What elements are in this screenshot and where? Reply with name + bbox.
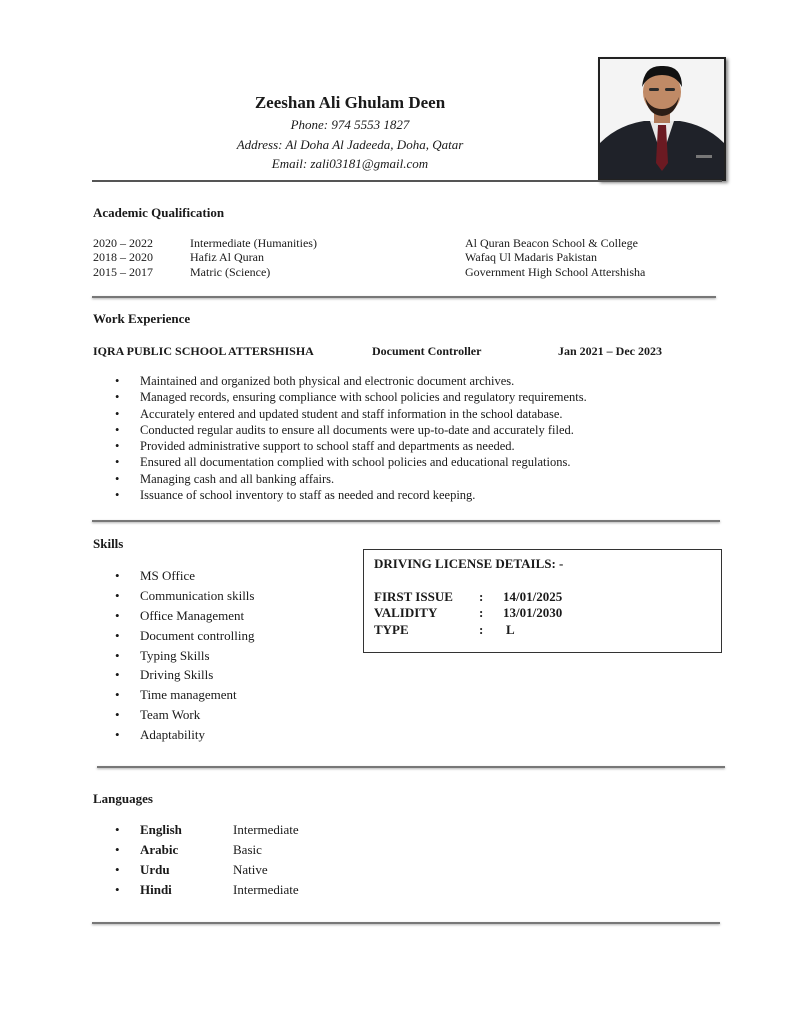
list-item: • Driving Skills xyxy=(93,665,353,685)
skills-heading: Skills xyxy=(93,536,124,551)
academic-years: 2015 – 2017 xyxy=(93,265,153,279)
list-item: • Communication skills xyxy=(93,586,353,606)
list-item: • Typing Skills xyxy=(93,646,353,666)
phone-line: Phone: 974 5553 1827 xyxy=(290,117,410,132)
list-item: • Document controlling xyxy=(93,626,353,646)
license-separator: : xyxy=(479,605,484,620)
language-item xyxy=(93,820,393,840)
academic-qualification: Intermediate (Humanities) xyxy=(190,236,317,250)
academic-years: 2018 – 2020 xyxy=(93,250,153,264)
skills-list xyxy=(93,566,353,745)
license-label: FIRST ISSUE xyxy=(374,589,453,604)
header-divider xyxy=(92,180,722,182)
list-item: • Maintained and organized both physical and electronic document archives. xyxy=(93,373,713,389)
list-item: • Team Work xyxy=(93,705,353,725)
work-heading: Work Experience xyxy=(93,311,191,326)
language-name: Hindi xyxy=(140,882,172,897)
language-level: Basic xyxy=(233,842,262,857)
job-role: Document Controller xyxy=(372,344,482,358)
candidate-name: Zeeshan Ali Ghulam Deen xyxy=(254,93,446,112)
list-item: • Accurately entered and updated student and staff information in the school database. xyxy=(93,406,713,422)
section-divider xyxy=(97,766,725,768)
academic-institution: Government High School Attershisha xyxy=(465,265,646,279)
list-item: • Conducted regular audits to ensure all documents were up-to-date and accurately filed. xyxy=(93,422,713,438)
language-level: Intermediate xyxy=(233,822,299,837)
portrait-image xyxy=(600,59,724,179)
language-item xyxy=(93,880,393,900)
profile-photo xyxy=(598,57,726,181)
footer-divider xyxy=(92,922,720,924)
language-level: Native xyxy=(233,862,268,877)
academic-heading: Academic Qualification xyxy=(93,205,225,220)
languages-list xyxy=(93,820,393,900)
list-item: • Ensured all documentation complied with school policies and educational regulations. xyxy=(93,454,713,470)
list-item: • Adaptability xyxy=(93,725,353,745)
language-name: Arabic xyxy=(140,842,179,857)
list-item: • Managing cash and all banking affairs. xyxy=(93,471,713,487)
language-name: English xyxy=(140,822,182,837)
section-divider xyxy=(92,520,720,522)
language-item xyxy=(93,840,393,860)
language-level: Intermediate xyxy=(233,882,299,897)
academic-institution: Wafaq Ul Madaris Pakistan xyxy=(465,250,597,264)
list-item: • Time management xyxy=(93,685,353,705)
language-item xyxy=(93,860,393,880)
license-value: L xyxy=(506,622,515,637)
list-item: • Issuance of school inventory to staff as needed and record keeping. xyxy=(93,487,713,503)
license-value: 14/01/2025 xyxy=(503,589,563,604)
academic-qualification: Matric (Science) xyxy=(190,265,271,279)
license-title: DRIVING LICENSE DETAILS: - xyxy=(374,556,564,571)
language-name: Urdu xyxy=(140,862,170,877)
license-value: 13/01/2030 xyxy=(503,605,563,620)
address-line: Address: Al Doha Al Jadeeda, Doha, Qatar xyxy=(236,137,464,152)
list-item: • Office Management xyxy=(93,606,353,626)
list-item: • Provided administrative support to school staff and departments as needed. xyxy=(93,438,713,454)
academic-qualification: Hafiz Al Quran xyxy=(190,250,264,264)
license-label: VALIDITY xyxy=(374,605,438,620)
list-item: • MS Office xyxy=(93,566,353,586)
license-separator: : xyxy=(479,622,484,637)
languages-heading: Languages xyxy=(93,791,153,806)
license-label: TYPE xyxy=(374,622,409,637)
email-line: Email: zali03181@gmail.com xyxy=(271,156,429,171)
academic-institution: Al Quran Beacon School & College xyxy=(465,236,638,250)
academic-years: 2020 – 2022 xyxy=(93,236,153,250)
employer-name: IQRA PUBLIC SCHOOL ATTERSHISHA xyxy=(93,344,314,358)
section-divider xyxy=(92,296,716,298)
driving-license-box xyxy=(363,549,722,653)
job-period: Jan 2021 – Dec 2023 xyxy=(558,344,662,358)
license-separator: : xyxy=(479,589,484,604)
list-item: • Managed records, ensuring compliance with school policies and regulatory requirements. xyxy=(93,389,713,405)
duties-list xyxy=(93,373,713,503)
